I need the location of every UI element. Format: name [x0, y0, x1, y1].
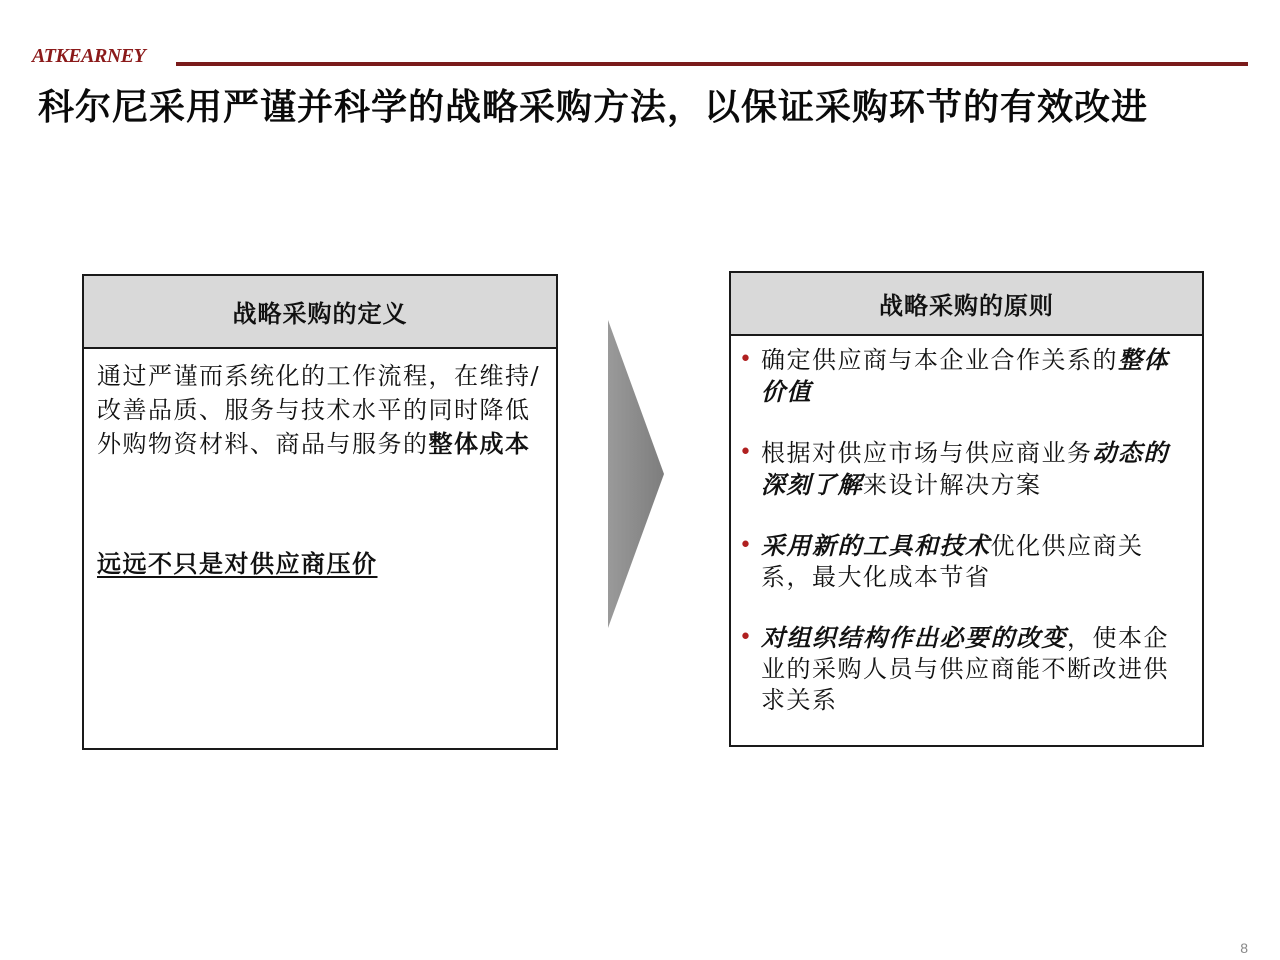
- principle-item: [739, 530, 1188, 593]
- definition-body: [84, 349, 556, 581]
- page-number: 8: [1240, 940, 1248, 956]
- principle-bold-text: 动态的深刻了解: [761, 438, 1169, 499]
- bullet-icon: •: [739, 533, 754, 558]
- principles-heading: 战略采购的原则: [731, 273, 1202, 336]
- bullet-icon: •: [739, 625, 754, 650]
- principle-text: 来设计解决方案: [863, 471, 1042, 499]
- bullet-icon: •: [739, 440, 754, 465]
- definition-box: [82, 274, 558, 750]
- definition-text: 通过严谨而系统化的工作流程，在维持/改善品质、服务与技术水平的同时降低外购物资材料、商品与服务的: [97, 362, 541, 458]
- brand-logo: ATKEARNEY: [32, 45, 146, 67]
- definition-bold-text: 整体成本: [428, 429, 531, 458]
- principle-item: [739, 622, 1188, 716]
- bullet-icon: •: [739, 347, 754, 372]
- principle-bold-text: 采用新的工具和技术: [761, 531, 991, 560]
- chevron-right-icon: [608, 320, 664, 628]
- principle-text: ，使本企业的采购人员与供应商能不断改进供求关系: [761, 624, 1169, 714]
- header-rule: [176, 62, 1248, 66]
- definition-heading: 战略采购的定义: [84, 276, 556, 349]
- principles-box: [729, 271, 1204, 747]
- principles-list: [731, 336, 1202, 716]
- principle-text: 优化供应商关系，最大化成本节省: [761, 532, 1144, 591]
- page-title: 科尔尼采用严谨并科学的战略采购方法，以保证采购环节的有效改进: [38, 86, 1149, 128]
- principle-text: 根据对供应市场与供应商业务: [761, 439, 1093, 467]
- principle-bold-text: 对组织结构作出必要的改变: [761, 623, 1067, 652]
- principle-bold-text: 整体价值: [761, 345, 1169, 406]
- definition-emphasis: 远远不只是对供应商压价: [97, 549, 378, 578]
- principle-item: [739, 437, 1188, 501]
- principle-item: [739, 344, 1188, 408]
- principle-text: 确定供应商与本企业合作关系的: [761, 346, 1118, 374]
